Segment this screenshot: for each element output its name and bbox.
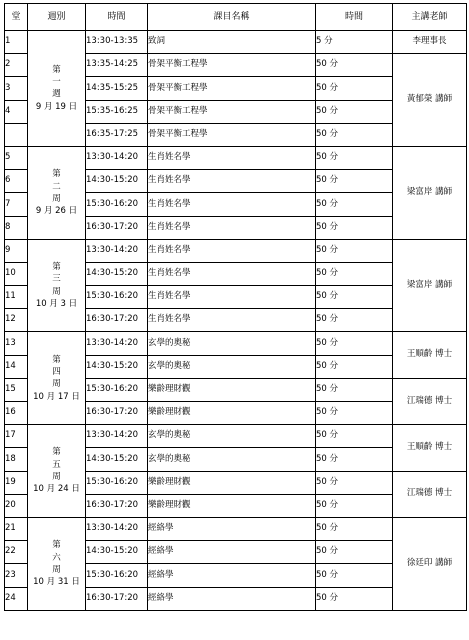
time-cell: 16:30-17:20 bbox=[86, 216, 148, 239]
duration-cell: 50 分 bbox=[316, 448, 393, 471]
session-number-cell: 3 bbox=[5, 77, 28, 100]
duration-cell: 50 分 bbox=[316, 517, 393, 540]
course-name-cell: 玄學的奧秘 bbox=[148, 332, 316, 355]
duration-cell: 50 分 bbox=[316, 146, 393, 169]
duration-cell: 50 分 bbox=[316, 193, 393, 216]
course-name-cell: 骨架平衡工程學 bbox=[148, 54, 316, 77]
week-label-line: 9 月 26 日 bbox=[35, 206, 78, 217]
time-cell: 13:30-13:35 bbox=[86, 31, 148, 54]
teacher-cell: 梁富岸 講師 bbox=[393, 239, 467, 332]
teacher-cell: 王順齡 博士 bbox=[393, 425, 467, 471]
course-name-cell: 玄學的奧秘 bbox=[148, 355, 316, 378]
course-name-cell: 生肖姓名學 bbox=[148, 309, 316, 332]
session-number-cell: 2 bbox=[5, 54, 28, 77]
time-cell: 13:30-14:20 bbox=[86, 517, 148, 540]
time-cell: 14:30-15:20 bbox=[86, 448, 148, 471]
time-cell: 13:30-14:20 bbox=[86, 425, 148, 448]
week-cell bbox=[28, 425, 86, 518]
session-number-cell: 4 bbox=[5, 100, 28, 123]
time-cell: 14:35-15:25 bbox=[86, 77, 148, 100]
duration-cell: 50 分 bbox=[316, 541, 393, 564]
session-number-cell: 7 bbox=[5, 193, 28, 216]
teacher-cell: 江瑞德 博士 bbox=[393, 471, 467, 517]
duration-cell: 50 分 bbox=[316, 378, 393, 401]
session-number-cell: 21 bbox=[5, 517, 28, 540]
week-cell bbox=[28, 146, 86, 239]
session-number-cell: 22 bbox=[5, 541, 28, 564]
course-name-cell: 樂齡理財觀 bbox=[148, 494, 316, 517]
week-cell bbox=[28, 31, 86, 147]
session-number-cell: 18 bbox=[5, 448, 28, 471]
week-label-line: 六 bbox=[52, 552, 61, 563]
session-number-cell: 5 bbox=[5, 146, 28, 169]
week-label-line: 二 bbox=[52, 181, 61, 192]
session-number-cell: 20 bbox=[5, 494, 28, 517]
course-name-cell: 樂齡理財觀 bbox=[148, 378, 316, 401]
duration-cell: 50 分 bbox=[316, 286, 393, 309]
duration-cell: 50 分 bbox=[316, 587, 393, 610]
session-number-cell: 11 bbox=[5, 286, 28, 309]
course-name-cell: 經絡學 bbox=[148, 517, 316, 540]
time-cell: 15:30-16:20 bbox=[86, 564, 148, 587]
week-label-line: 10 月 24 日 bbox=[33, 484, 80, 495]
week-label-line: 周 bbox=[52, 379, 61, 390]
duration-cell: 50 分 bbox=[316, 123, 393, 146]
duration-cell: 50 分 bbox=[316, 494, 393, 517]
duration-cell: 50 分 bbox=[316, 54, 393, 77]
time-cell: 15:30-16:20 bbox=[86, 378, 148, 401]
header-time: 時間 bbox=[86, 4, 148, 31]
week-label-line: 周 bbox=[52, 472, 61, 483]
table-row bbox=[5, 239, 467, 262]
duration-cell: 50 分 bbox=[316, 77, 393, 100]
week-cell bbox=[28, 239, 86, 332]
header-teacher: 主講老師 bbox=[393, 4, 467, 31]
session-number-cell: 19 bbox=[5, 471, 28, 494]
teacher-cell: 江瑞德 博士 bbox=[393, 378, 467, 424]
time-cell: 16:30-17:20 bbox=[86, 587, 148, 610]
duration-cell: 50 分 bbox=[316, 471, 393, 494]
session-number-cell: 8 bbox=[5, 216, 28, 239]
header-course-name: 課目名稱 bbox=[148, 4, 316, 31]
week-label-line: 周 bbox=[52, 286, 61, 297]
week-label-line: 五 bbox=[52, 459, 61, 470]
session-number-cell: 13 bbox=[5, 332, 28, 355]
teacher-cell: 王順齡 博士 bbox=[393, 332, 467, 378]
course-name-cell: 樂齡理財觀 bbox=[148, 471, 316, 494]
week-cell bbox=[28, 332, 86, 425]
course-name-cell: 生肖姓名學 bbox=[148, 216, 316, 239]
time-cell: 14:30-15:20 bbox=[86, 355, 148, 378]
week-label-line: 周 bbox=[52, 564, 61, 575]
header-session-number: 堂 bbox=[5, 4, 28, 31]
course-name-cell: 樂齡理財觀 bbox=[148, 402, 316, 425]
time-cell: 13:30-14:20 bbox=[86, 146, 148, 169]
teacher-cell: 黃郁榮 講師 bbox=[393, 54, 467, 147]
time-cell: 16:30-17:20 bbox=[86, 309, 148, 332]
session-number-cell: 10 bbox=[5, 262, 28, 285]
week-label-line: 10 月 3 日 bbox=[35, 298, 78, 309]
time-cell: 13:30-14:20 bbox=[86, 332, 148, 355]
time-cell: 14:30-15:20 bbox=[86, 541, 148, 564]
course-name-cell: 經絡學 bbox=[148, 564, 316, 587]
time-cell: 13:30-14:20 bbox=[86, 239, 148, 262]
duration-cell: 50 分 bbox=[316, 309, 393, 332]
week-label-line: 第 bbox=[52, 64, 61, 75]
week-label-line: 第 bbox=[52, 261, 61, 272]
week-label-line: 第 bbox=[52, 354, 61, 365]
session-number-cell: 12 bbox=[5, 309, 28, 332]
session-number-cell: 1 bbox=[5, 31, 28, 54]
time-cell: 14:30-15:20 bbox=[86, 170, 148, 193]
session-number-cell bbox=[5, 123, 28, 146]
course-name-cell: 骨架平衡工程學 bbox=[148, 77, 316, 100]
week-label-line: 第 bbox=[52, 447, 61, 458]
course-name-cell: 生肖姓名學 bbox=[148, 262, 316, 285]
session-number-cell: 24 bbox=[5, 587, 28, 610]
time-cell: 15:30-16:20 bbox=[86, 471, 148, 494]
duration-cell: 50 分 bbox=[316, 425, 393, 448]
course-name-cell: 生肖姓名學 bbox=[148, 193, 316, 216]
duration-cell: 50 分 bbox=[316, 564, 393, 587]
table-row bbox=[5, 31, 467, 54]
session-number-cell: 14 bbox=[5, 355, 28, 378]
course-name-cell: 玄學的奧秘 bbox=[148, 448, 316, 471]
schedule-body bbox=[5, 31, 467, 611]
course-schedule-table bbox=[4, 3, 467, 611]
header-week: 週別 bbox=[28, 4, 86, 31]
table-row bbox=[5, 425, 467, 448]
duration-cell: 50 分 bbox=[316, 170, 393, 193]
table-row bbox=[5, 146, 467, 169]
week-label-line: 10 月 17 日 bbox=[33, 391, 80, 402]
time-cell: 15:35-16:25 bbox=[86, 100, 148, 123]
week-label-line: 10 月 31 日 bbox=[33, 577, 80, 588]
duration-cell: 5 分 bbox=[316, 31, 393, 54]
time-cell: 13:35-14:25 bbox=[86, 54, 148, 77]
week-label-line: 第 bbox=[52, 540, 61, 551]
duration-cell: 50 分 bbox=[316, 402, 393, 425]
table-row bbox=[5, 332, 467, 355]
course-name-cell: 生肖姓名學 bbox=[148, 239, 316, 262]
duration-cell: 50 分 bbox=[316, 262, 393, 285]
session-number-cell: 23 bbox=[5, 564, 28, 587]
course-name-cell: 生肖姓名學 bbox=[148, 170, 316, 193]
course-name-cell: 生肖姓名學 bbox=[148, 286, 316, 309]
week-label-line: 三 bbox=[52, 274, 61, 285]
week-label-line: 9 月 19 日 bbox=[35, 101, 78, 112]
course-name-cell: 玄學的奧秘 bbox=[148, 425, 316, 448]
time-cell: 15:30-16:20 bbox=[86, 193, 148, 216]
week-label-line: 周 bbox=[52, 193, 61, 204]
course-name-cell: 經絡學 bbox=[148, 541, 316, 564]
table-row bbox=[5, 517, 467, 540]
time-cell: 15:30-16:20 bbox=[86, 286, 148, 309]
duration-cell: 50 分 bbox=[316, 332, 393, 355]
week-label-line: 四 bbox=[52, 367, 61, 377]
teacher-cell: 李理事長 bbox=[393, 31, 467, 54]
week-label-line: 一 bbox=[52, 77, 61, 88]
course-name-cell: 骨架平衡工程學 bbox=[148, 100, 316, 123]
time-cell: 16:30-17:20 bbox=[86, 494, 148, 517]
session-number-cell: 16 bbox=[5, 402, 28, 425]
course-name-cell: 致詞 bbox=[148, 31, 316, 54]
course-name-cell: 生肖姓名學 bbox=[148, 146, 316, 169]
session-number-cell: 15 bbox=[5, 378, 28, 401]
week-label-line: 第 bbox=[52, 169, 61, 180]
week-label-line: 週 bbox=[52, 89, 61, 100]
course-name-cell: 骨架平衡工程學 bbox=[148, 123, 316, 146]
duration-cell: 50 分 bbox=[316, 216, 393, 239]
time-cell: 16:35-17:25 bbox=[86, 123, 148, 146]
duration-cell: 50 分 bbox=[316, 239, 393, 262]
teacher-cell: 梁富岸 講師 bbox=[393, 146, 467, 239]
week-cell bbox=[28, 517, 86, 610]
header-duration: 時間 bbox=[316, 4, 393, 31]
session-number-cell: 17 bbox=[5, 425, 28, 448]
teacher-cell: 徐廷印 講師 bbox=[393, 517, 467, 610]
duration-cell: 50 分 bbox=[316, 355, 393, 378]
session-number-cell: 6 bbox=[5, 170, 28, 193]
time-cell: 16:30-17:20 bbox=[86, 402, 148, 425]
duration-cell: 50 分 bbox=[316, 100, 393, 123]
header-row bbox=[5, 4, 467, 31]
session-number-cell: 9 bbox=[5, 239, 28, 262]
course-name-cell: 經絡學 bbox=[148, 587, 316, 610]
time-cell: 14:30-15:20 bbox=[86, 262, 148, 285]
